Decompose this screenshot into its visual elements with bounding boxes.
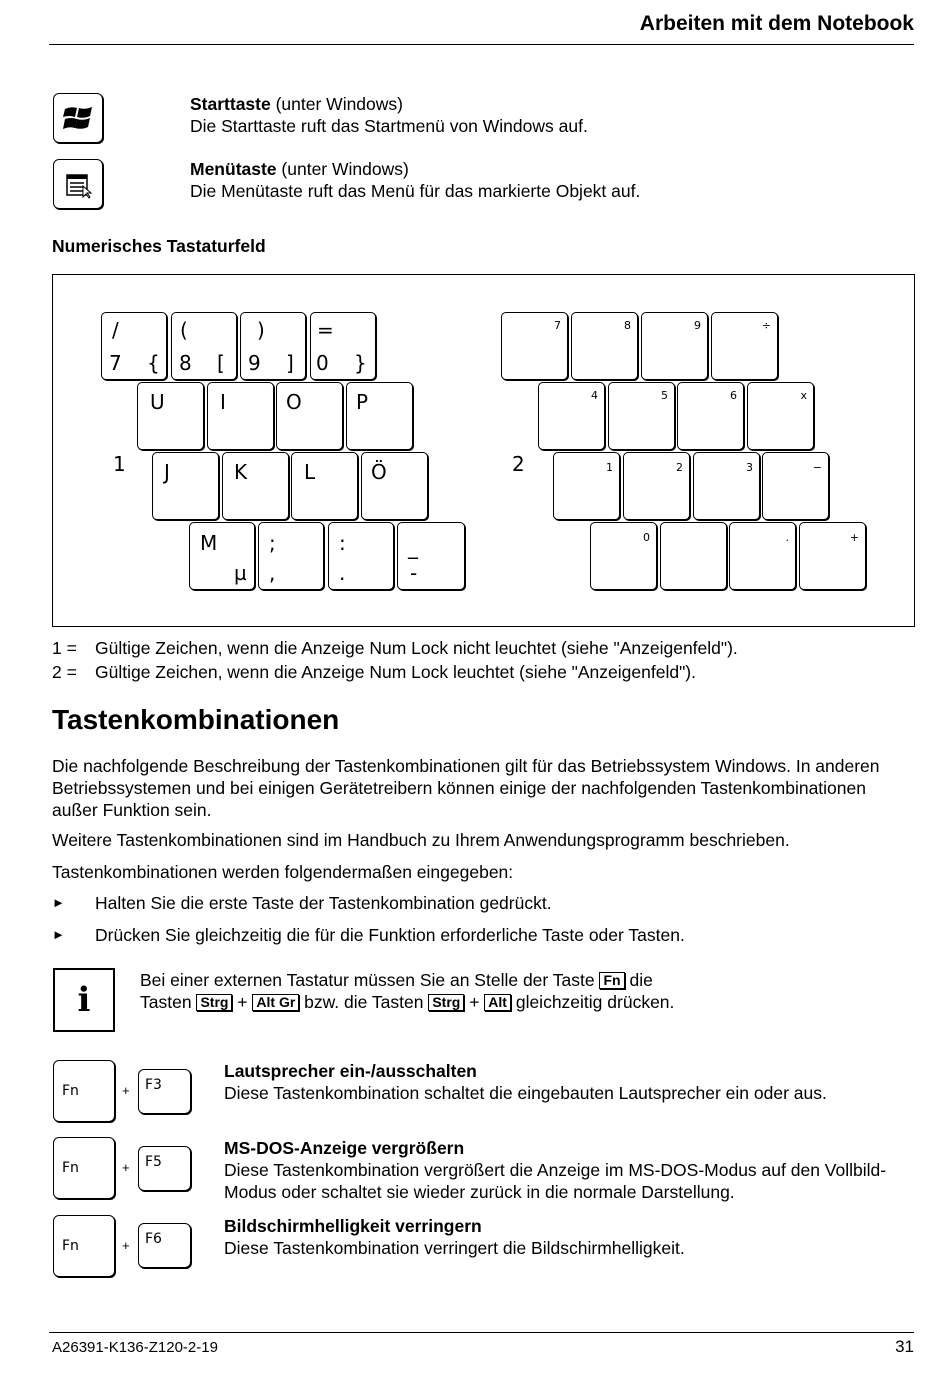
key-bottom-right: ] [286, 351, 294, 375]
info-text: die [624, 970, 653, 990]
key-label: Fn [62, 1238, 79, 1254]
key-top-symbol: ( [180, 318, 188, 342]
menu-list-icon [63, 169, 93, 199]
letter-key-oe [361, 452, 428, 520]
key-bottom-right: { [147, 351, 160, 375]
page-number: 31 [895, 1337, 914, 1356]
page-header-title: Arbeiten mit dem Notebook [639, 12, 914, 35]
figure-label-1: 1 [113, 452, 126, 476]
numpad-key-7 [101, 312, 167, 380]
combo-plus: + [122, 1160, 130, 1175]
key-label: Fn [62, 1083, 79, 1099]
info-text: gleichzeitig drücken. [510, 992, 675, 1012]
numlock-key-minus [762, 452, 829, 520]
legend-item-2 [52, 661, 77, 683]
combo-title: Bildschirmhelligkeit verringern [224, 1216, 482, 1236]
legend-item-1 [52, 637, 77, 659]
combo-title: Lautsprecher ein-/ausschalten [224, 1061, 477, 1081]
key-letter: U [150, 390, 165, 414]
bullet-arrow-icon: ► [52, 927, 65, 942]
combo-fn-key [53, 1137, 115, 1199]
numpad-key-9 [240, 312, 306, 380]
info-text: bzw. die Tasten [299, 992, 429, 1012]
document-number: A26391-K136-Z120-2-19 [52, 1339, 218, 1356]
figure-label-2: 2 [512, 452, 525, 476]
paragraph-more: Weitere Tastenkombinationen sind im Handbuch zu Ihrem Anwendungsprogramm beschrieben. [52, 830, 790, 850]
key-bottom-right: [ [217, 351, 225, 375]
key-strg: Strg [196, 994, 232, 1011]
numlock-key-7 [501, 312, 568, 380]
key-letter: P [356, 390, 369, 414]
letter-key-k [222, 452, 289, 520]
bullet-arrow-icon: ► [52, 895, 65, 910]
numlock-key-divide [711, 312, 778, 380]
key-label: + [849, 531, 859, 544]
letter-key-j [152, 452, 219, 520]
key-label: 0 [643, 531, 650, 544]
key-bottom-right: µ [234, 561, 247, 585]
key-letter: I [220, 390, 226, 414]
paragraph-howto: Tastenkombinationen werden folgendermaßen eingegeben: [52, 862, 514, 882]
key-label: 2 [676, 461, 683, 474]
numlock-key-2 [623, 452, 690, 520]
numpad-heading: Numerisches Tastaturfeld [52, 236, 266, 256]
key-label: F6 [145, 1231, 162, 1247]
key-letter: O [286, 390, 302, 414]
key-top-symbol: ; [269, 531, 276, 555]
numlock-key-decimal [729, 522, 796, 590]
combo-plus: + [122, 1083, 130, 1098]
windows-logo-icon [62, 103, 94, 133]
menu-key-description [190, 158, 640, 202]
numlock-key-0 [590, 522, 657, 590]
combo-title: MS-DOS-Anzeige vergrößern [224, 1138, 465, 1158]
punct-key-comma [258, 522, 324, 590]
numpad-key-8 [171, 312, 237, 380]
numlock-key-multiply [747, 382, 814, 450]
combo-description-1 [224, 1060, 904, 1104]
numlock-key-6 [677, 382, 744, 450]
numlock-key-5 [608, 382, 675, 450]
key-fn: Fn [599, 972, 624, 989]
legend-num: 1 = [52, 638, 77, 658]
numlock-key-plus [799, 522, 866, 590]
punct-key-period [328, 522, 394, 590]
key-label: 8 [624, 319, 631, 332]
letter-key-p [346, 382, 413, 450]
numlock-key-9 [641, 312, 708, 380]
legend-text-1: Gültige Zeichen, wenn die Anzeige Num Lock nicht leuchtet (siehe "Anzeigenfeld"). [95, 638, 738, 658]
key-label: 6 [730, 389, 737, 402]
letter-key-i [207, 382, 274, 450]
key-letter: K [234, 460, 248, 484]
key-label: 4 [591, 389, 598, 402]
key-top-symbol: M [200, 531, 218, 555]
key-letter: Ö [371, 460, 387, 484]
letter-key-u [137, 382, 204, 450]
key-top-symbol: : [339, 531, 346, 555]
info-text: Bei einer externen Tastatur müssen Sie an Stelle der Taste [140, 970, 600, 990]
bullet-item-2: Drücken Sie gleichzeitig die für die Funktion erforderliche Taste oder Tasten. [95, 925, 685, 945]
combo-fn-key [53, 1060, 115, 1122]
combo-text: Diese Tastenkombination schaltet die eingebauten Lautsprecher ein oder aus. [224, 1083, 827, 1103]
menu-key-name: Menütaste [190, 159, 277, 179]
key-bottom-left: , [269, 561, 276, 585]
key-letter: J [164, 460, 170, 484]
key-label: F3 [145, 1077, 162, 1093]
combo-plus: + [122, 1238, 130, 1253]
key-bottom-right: } [354, 351, 367, 375]
info-plus: + [464, 992, 485, 1012]
legend-text-2: Gültige Zeichen, wenn die Anzeige Num Lock leuchtet (siehe "Anzeigenfeld"). [95, 662, 696, 682]
menu-key-icon [53, 159, 103, 209]
numpad-figure [52, 274, 915, 627]
key-top-symbol: ) [257, 318, 265, 342]
key-bottom-left: 9 [248, 351, 261, 375]
header-rule [49, 44, 914, 45]
numlock-key-8 [571, 312, 638, 380]
key-label: . [785, 531, 789, 544]
key-top-symbol: = [317, 318, 334, 342]
key-label: 9 [694, 319, 701, 332]
key-alt-gr: Alt Gr [252, 994, 299, 1011]
key-label: x [800, 389, 807, 402]
section-heading: Tastenkombinationen [52, 704, 340, 735]
combo-text: Diese Tastenkombination vergrößert die Anzeige im MS-DOS-Modus auf den Vollbild-Modus oder schaltet sie wieder zurück in die normale Darstellung. [224, 1160, 887, 1202]
key-label: 7 [554, 319, 561, 332]
footer-rule [49, 1332, 914, 1333]
numlock-key-4 [538, 382, 605, 450]
paragraph-intro: Die nachfolgende Beschreibung der Tastenkombinationen gilt für das Betriebssystem Windows. In anderen Betriebssystemen und bei einigen Gerätetreibern können einige der nachfolgenden Tastenkombinationen außer Funktion sein. [52, 756, 880, 820]
combo-f3-key [138, 1069, 191, 1114]
letter-key-m [189, 522, 255, 590]
info-text: Tasten [140, 992, 197, 1012]
start-key-description [190, 93, 588, 137]
key-label: ÷ [761, 319, 771, 332]
key-bottom-left: 0 [316, 351, 329, 375]
punct-key-minus [397, 522, 465, 590]
menu-key-suffix: (unter Windows) [276, 159, 409, 179]
combo-text: Diese Tastenkombination verringert die Bildschirmhelligkeit. [224, 1238, 685, 1258]
key-label: F5 [145, 1154, 162, 1170]
key-letter: L [304, 460, 316, 484]
numpad-key-0 [310, 312, 376, 380]
bullet-item-1: Halten Sie die erste Taste der Tastenkombination gedrückt. [95, 893, 552, 913]
key-label: − [812, 461, 822, 474]
combo-description-2 [224, 1137, 904, 1203]
key-top-symbol: _ [408, 535, 418, 559]
combo-description-3 [224, 1215, 904, 1259]
start-key-icon [53, 93, 103, 143]
start-key-name: Starttaste [190, 94, 271, 114]
numlock-key-3 [693, 452, 760, 520]
key-top-symbol: / [112, 318, 119, 342]
key-strg: Strg [428, 994, 464, 1011]
key-alt: Alt [484, 994, 511, 1011]
letter-key-l [291, 452, 358, 520]
combo-f5-key [138, 1146, 191, 1191]
legend-num: 2 = [52, 662, 77, 682]
key-label: Fn [62, 1160, 79, 1176]
key-label: 5 [661, 389, 668, 402]
info-note [140, 969, 900, 1013]
letter-key-o [276, 382, 343, 450]
key-bottom-left: - [410, 561, 418, 585]
key-label: 1 [606, 461, 613, 474]
key-bottom-left: 8 [179, 351, 192, 375]
numlock-key-1 [553, 452, 620, 520]
key-bottom-left: 7 [109, 351, 122, 375]
start-key-text: Die Starttaste ruft das Startmenü von Windows auf. [190, 116, 588, 136]
combo-f6-key [138, 1223, 191, 1268]
key-label: 3 [746, 461, 753, 474]
key-bottom-left: . [339, 561, 346, 585]
info-plus: + [232, 992, 253, 1012]
start-key-suffix: (unter Windows) [270, 94, 403, 114]
menu-key-text: Die Menütaste ruft das Menü für das markierte Objekt auf. [190, 181, 641, 201]
combo-fn-key [53, 1215, 115, 1277]
numlock-key-blank [660, 522, 727, 590]
info-icon: i [53, 968, 115, 1032]
